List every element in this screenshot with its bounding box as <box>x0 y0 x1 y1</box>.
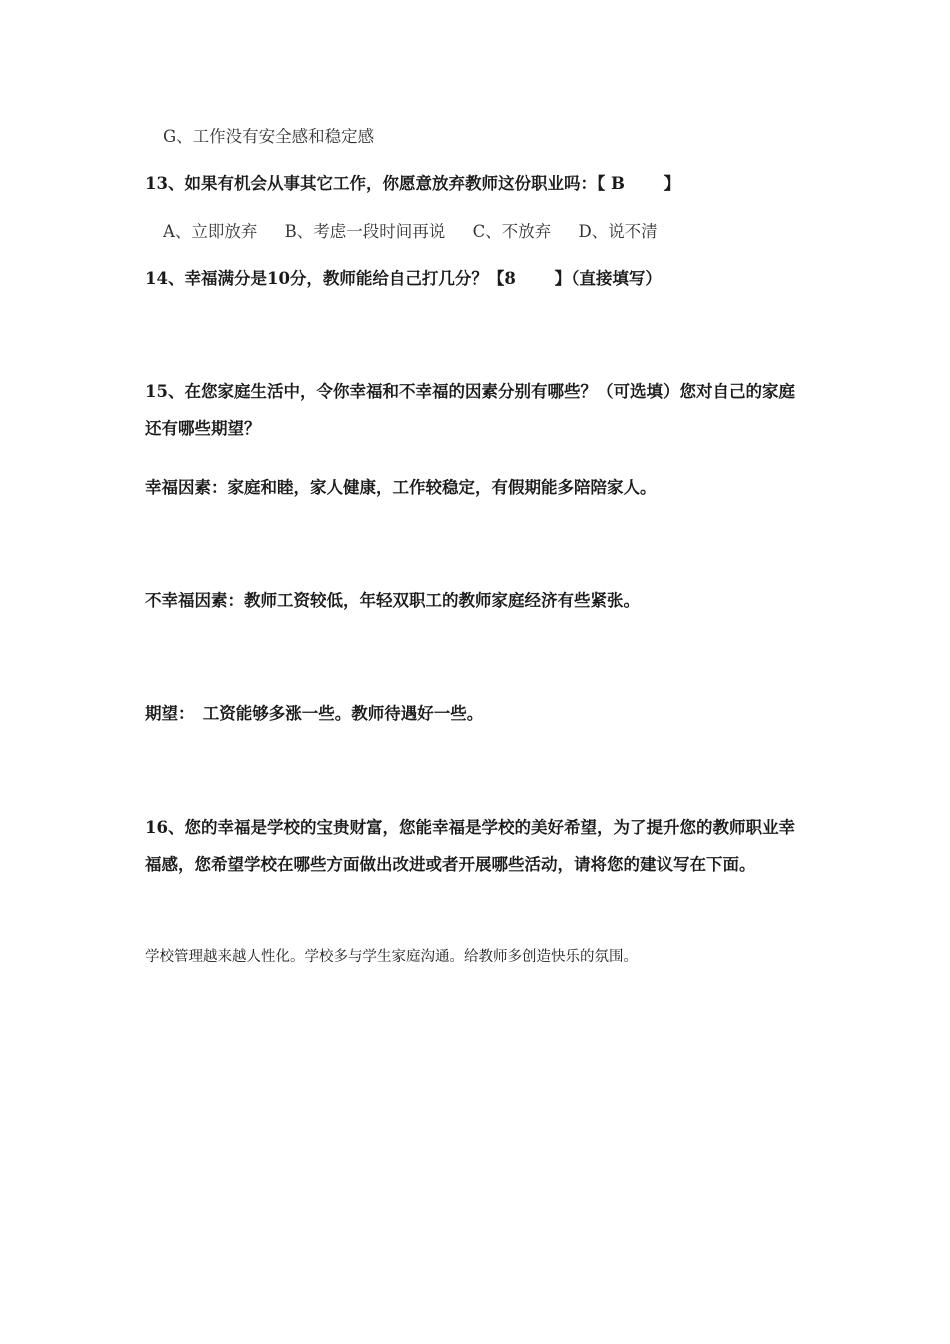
question-13-options <box>163 222 680 242</box>
question-13: 13、如果有机会从事其它工作，你愿意放弃教师这份职业吗：【 B 】 <box>145 174 681 193</box>
happy-factors: 幸福因素：家庭和睦，家人健康，工作较稳定，有假期能多陪陪家人。 <box>145 478 657 497</box>
option-c: C、不放弃 <box>472 222 552 241</box>
question-15: 15、在您家庭生活中，令你幸福和不幸福的因素分别有哪些？（可选填）您对自己的家庭还有哪些期望？ <box>145 382 795 438</box>
question-14: 14、幸福满分是10分，教师能给自己打几分？【8 】（直接填写） <box>145 269 662 288</box>
unhappy-factors: 不幸福因素：教师工资较低，年轻双职工的教师家庭经济有些紧张。 <box>145 591 640 610</box>
option-d: D、说不清 <box>578 222 658 241</box>
option-b: B、考虑一段时间再说 <box>284 222 446 241</box>
option-a: A、立即放弃 <box>163 222 258 241</box>
hope: 期望： 工资能够多涨一些。教师待遇好一些。 <box>145 704 484 723</box>
option-g: G、工作没有安全感和稳定感 <box>163 127 375 146</box>
question-16: 16、您的幸福是学校的宝贵财富，您能幸福是学校的美好希望，为了提升您的教师职业幸福感，您希望学校在哪些方面做出改进或者开展哪些活动，请将您的建议写在下面。 <box>145 818 795 874</box>
suggestion-answer: 学校管理越来越人性化。学校多与学生家庭沟通。给教师多创造快乐的氛围。 <box>145 949 638 965</box>
